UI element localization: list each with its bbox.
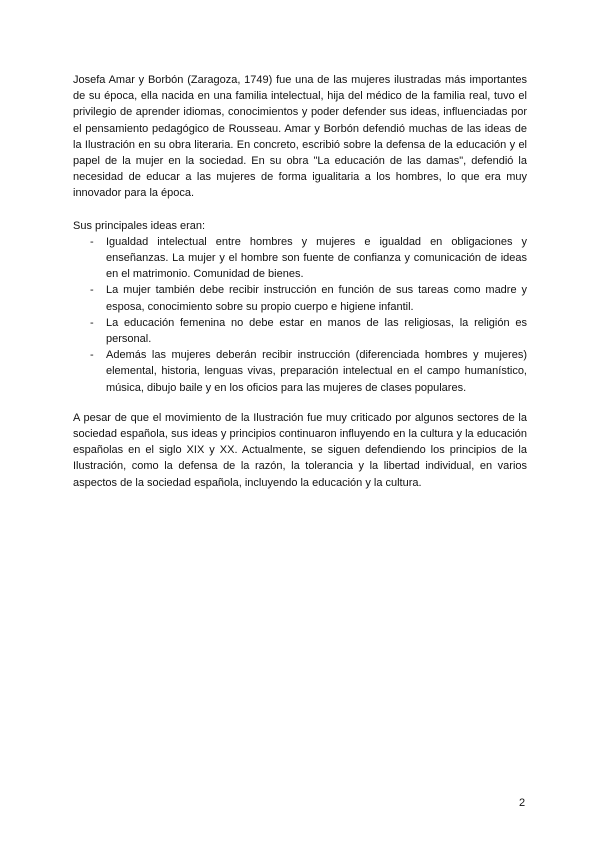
bullet-dash: - bbox=[90, 284, 94, 297]
list-intro: Sus principales ideas eran: bbox=[73, 219, 206, 232]
ideas-list bbox=[73, 234, 527, 396]
list-item-text: Además las mujeres deberán recibir instrucción (diferenciada hombres y mujeres) elemental, historia, lenguas vivas, preparación intelectual en el campo humanístico, música, dibujo baile y en los oficios para las mujeres de clases populares. bbox=[106, 349, 527, 394]
document-body bbox=[73, 72, 527, 491]
bullet-dash: - bbox=[90, 235, 94, 248]
list-item bbox=[73, 347, 527, 396]
list-item-text: La mujer también debe recibir instrucción en función de sus tareas como madre y esposa, conocimiento sobre su propio cuerpo e higiene infantil. bbox=[106, 284, 527, 313]
paragraph-intro: Josefa Amar y Borbón (Zaragoza, 1749) fue una de las mujeres ilustradas más importantes de su época, ella nacida en una familia intelectual, hija del médico de la familia real, tuvo el privilegio de aprender idiomas, conocimientos y poder defender sus ideas, influenciadas por el pensamiento pedagógico de Rousseau. Amar y Borbón defendió muchas de las ideas de la Ilustración en su obra literaria. En concreto, escribió sobre la defensa de la educación y el papel de la mujer en la sociedad. En su obra "La educación de las damas", defendió la necesidad de educar a las mujeres de forma igualitaria a los hombres, lo que era muy innovador para la época. bbox=[73, 74, 527, 200]
spacer bbox=[73, 396, 527, 410]
page-number: 2 bbox=[519, 797, 526, 809]
paragraph-conclusion: A pesar de que el movimiento de la Ilustración fue muy criticado por algunos sectores de la sociedad española, sus ideas y principios continuaron influyendo en la cultura y la educación españolas en el siglo XIX y XX. Actualmente, se siguen defendiendo los principios de la Ilustración, como la defensa de la razón, la tolerancia y la libertad individual, en varios aspectos de la sociedad española, incluyendo la educación y la cultura. bbox=[73, 411, 527, 489]
list-item bbox=[73, 315, 527, 347]
list-item-text: Igualdad intelectual entre hombres y mujeres e igualdad en obligaciones y enseñanzas. La mujer y el hombre son fuente de confianza y comunicación de ideas en el matrimonio. Comunidad de bienes. bbox=[106, 235, 527, 281]
list-item-text: La educación femenina no debe estar en manos de las religiosas, la religión es personal. bbox=[106, 316, 527, 346]
bullet-dash: - bbox=[90, 316, 94, 329]
list-item bbox=[73, 282, 527, 314]
spacer bbox=[73, 202, 527, 218]
list-item bbox=[73, 234, 527, 283]
bullet-dash: - bbox=[90, 349, 94, 362]
